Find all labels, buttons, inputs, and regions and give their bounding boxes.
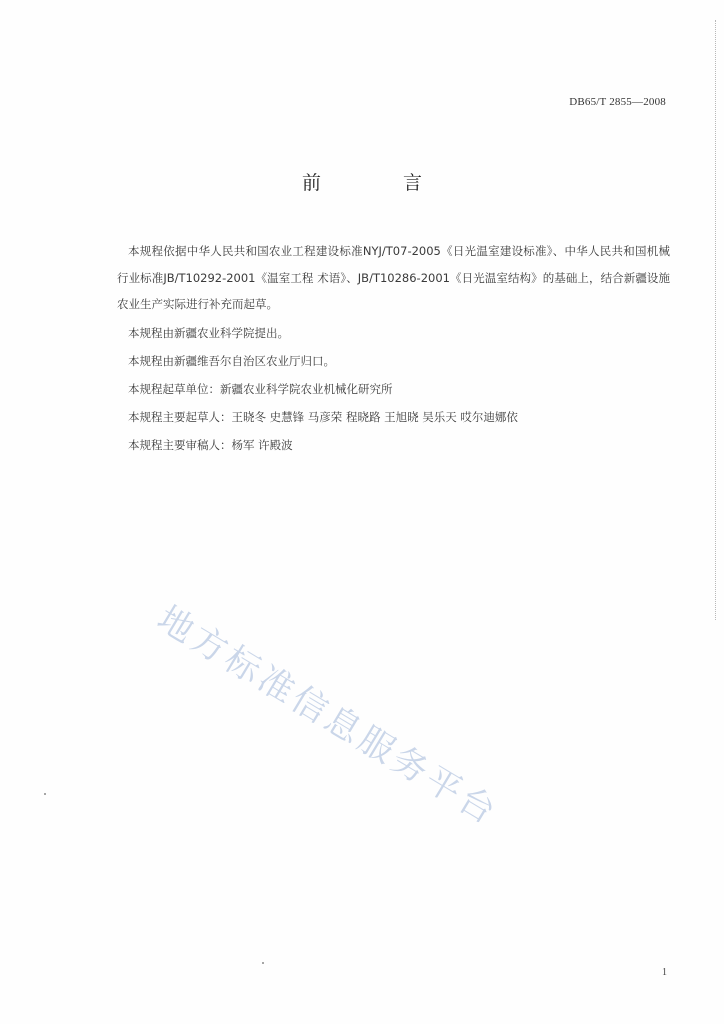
- scan-edge-line: [714, 20, 716, 620]
- paragraph-administrator: 本规程由新疆维吾尔自治区农业厅归口。: [128, 353, 335, 368]
- paragraph-proposer: 本规程由新疆农业科学院提出。: [128, 325, 289, 340]
- page-number: 1: [662, 967, 667, 978]
- scan-speck: [44, 793, 46, 795]
- foreword-body: [117, 238, 670, 459]
- paragraph-basis: 本规程依据中华人民共和国农业工程建设标准NYJ/T07-2005《日光温室建设标准》、中华人民共和国机械行业标准JB/T10292-2001《温室工程 术语》、JB/T10286-2001《日光温室结构》的基础上，结合新疆设施农业生产实际进行补充而起草。: [117, 244, 670, 311]
- scan-speck: [262, 962, 264, 964]
- paragraph-drafting-unit: 本规程起草单位：新疆农业科学院农业机械化研究所: [128, 381, 393, 396]
- page-title: 前 言: [301, 172, 461, 194]
- paragraph-drafters: 本规程主要起草人：王晓冬 史慧锋 马彦荣 程晓路 王旭晓 吴乐天 哎尔迪娜依: [128, 409, 518, 424]
- paragraph-reviewers: 本规程主要审稿人：杨军 许殿波: [128, 437, 293, 452]
- watermark: 地方标准信息服务平台: [150, 598, 506, 835]
- standard-code: DB65/T 2855—2008: [569, 96, 666, 108]
